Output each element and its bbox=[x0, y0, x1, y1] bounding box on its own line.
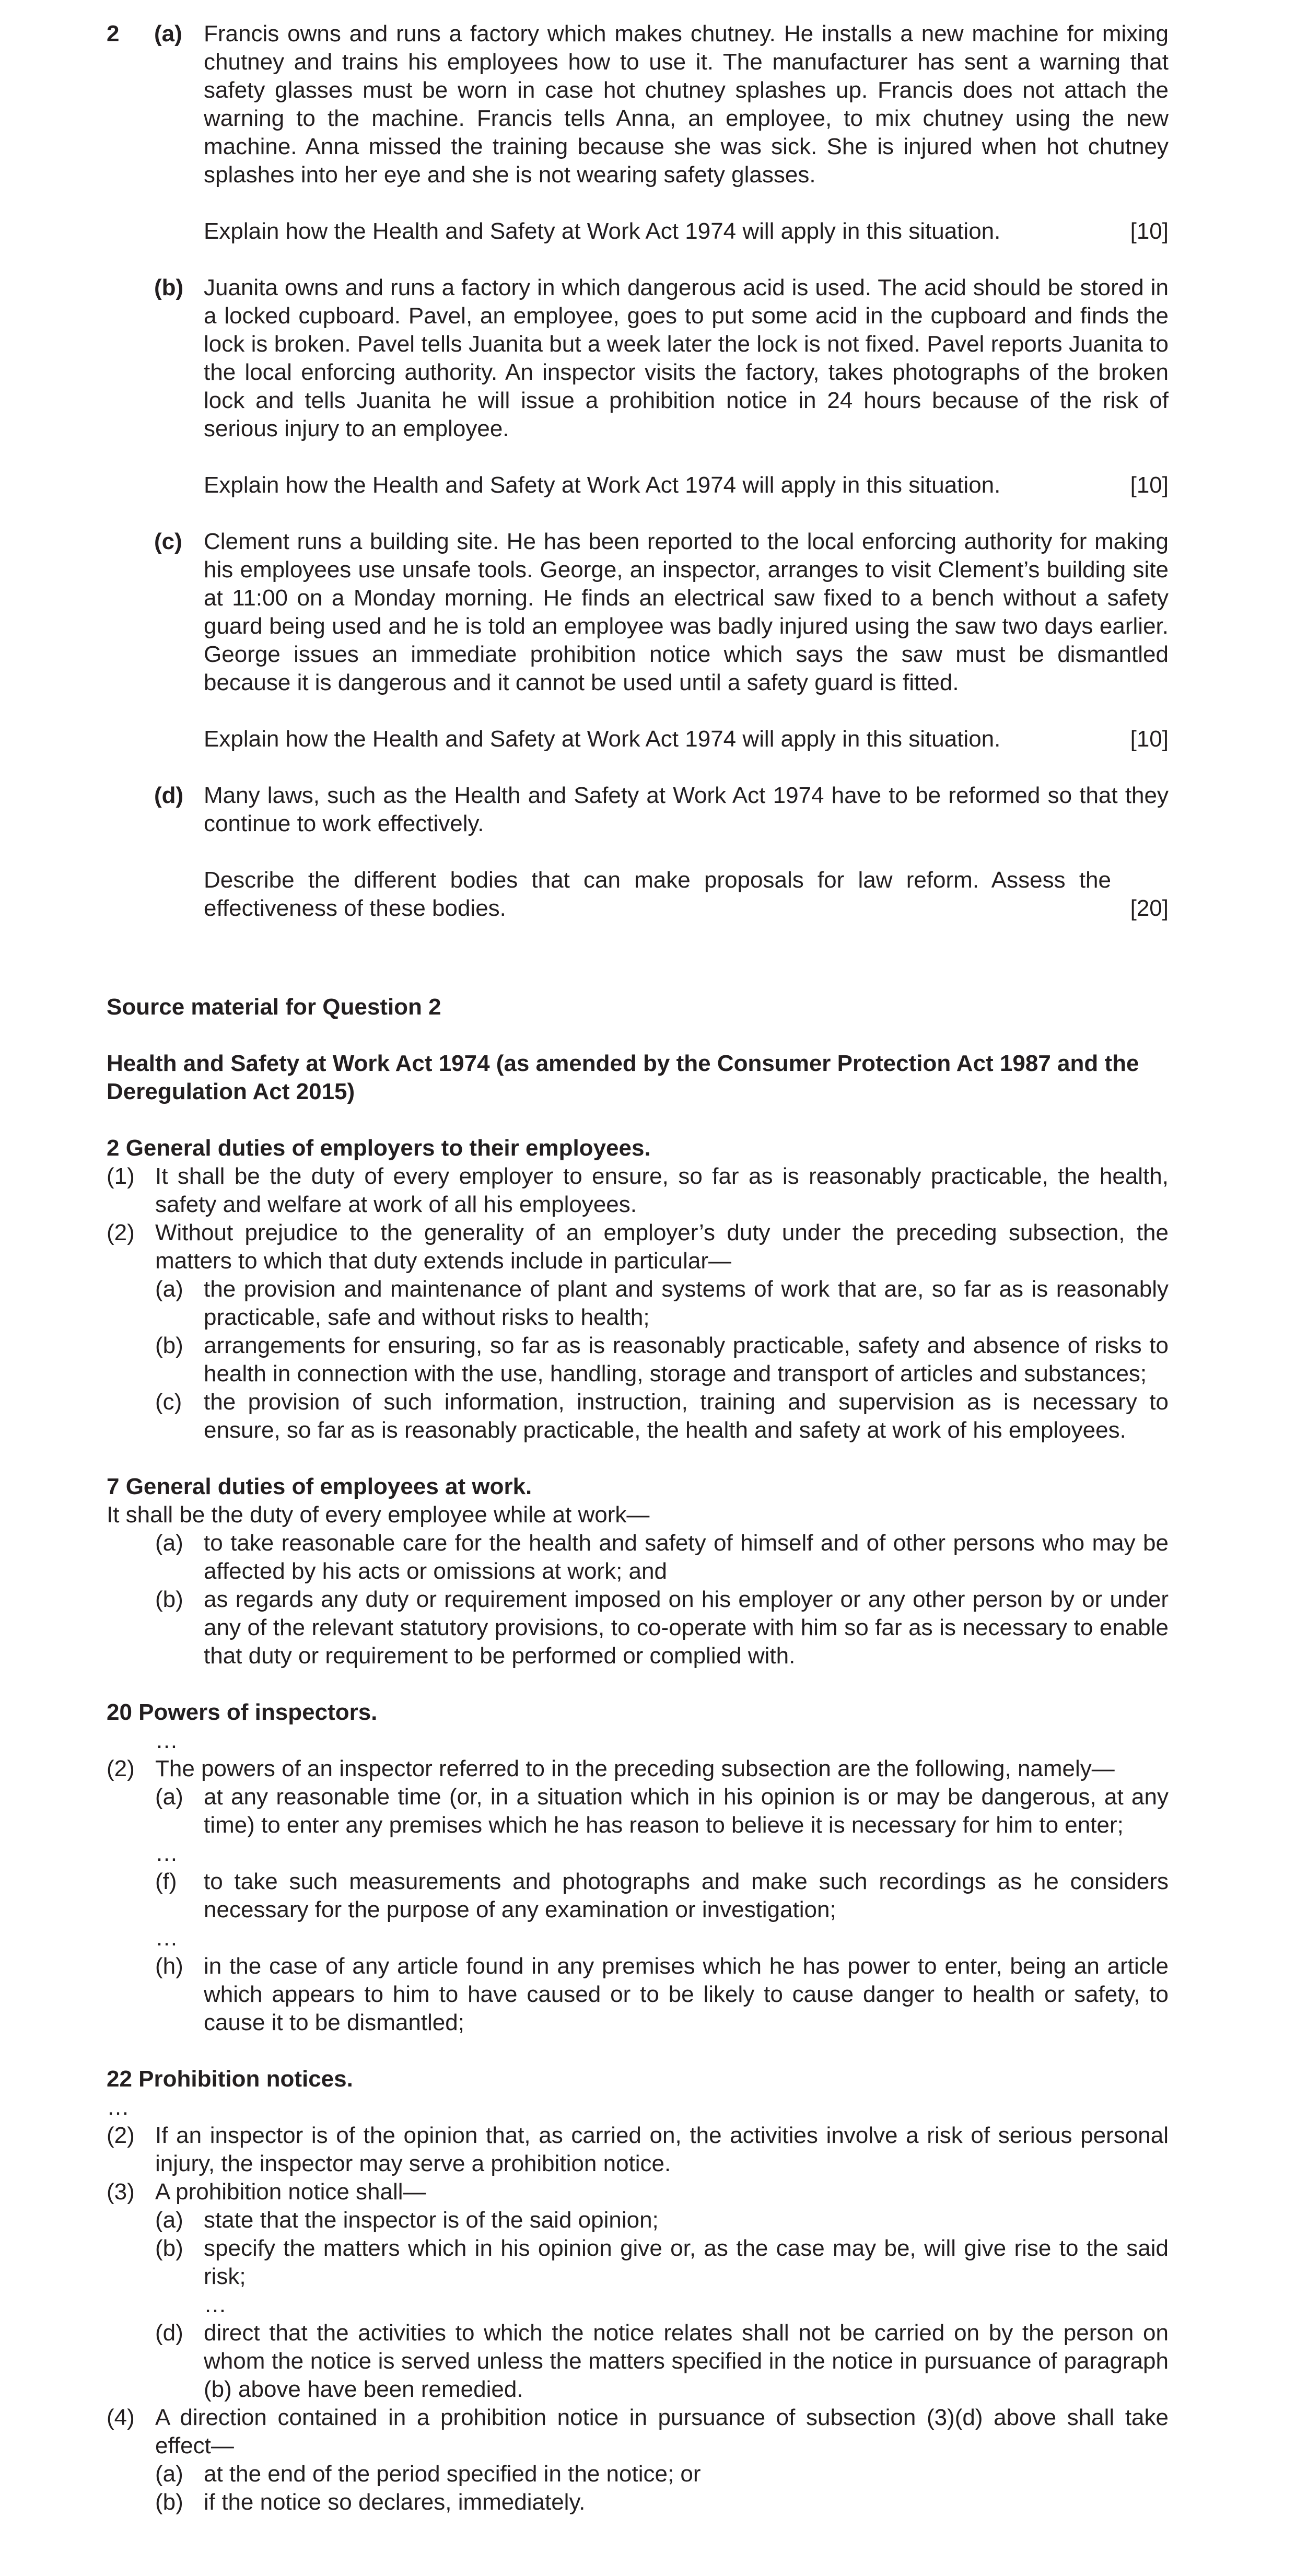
subsection-text: The powers of an inspector referred to in the preceding subsection are the following, namely— bbox=[155, 1756, 1115, 1781]
section-intro: It shall be the duty of every employee while at work— bbox=[107, 1502, 650, 1528]
paragraph-item bbox=[107, 1275, 1169, 1332]
paragraph-text: arrangements for ensuring, so far as is reasonably practicable, safety and absence of risks to health in connection with the use, handling, storage and transport of articles and substances; bbox=[204, 1333, 1169, 1386]
instruction-text: Explain how the Health and Safety at Work Act 1974 will apply in this situation. bbox=[204, 726, 1001, 752]
task-instruction bbox=[204, 471, 1169, 499]
paragraph-item bbox=[107, 1868, 1169, 1924]
scenario-text: Many laws, such as the Health and Safety at Work Act 1974 have to be reformed so that they continue to work effectively. bbox=[204, 783, 1169, 836]
subsection-label: (2) bbox=[107, 1756, 135, 1781]
marks-label: [10] bbox=[1130, 218, 1169, 244]
section-20 bbox=[107, 1698, 1169, 2037]
paragraph-label: (a) bbox=[155, 1530, 183, 1556]
source-title: Source material for Question 2 bbox=[107, 994, 441, 1020]
paragraph-item bbox=[107, 1332, 1169, 1388]
question-part-c bbox=[107, 528, 1169, 753]
subsection-text: It shall be the duty of every employer to ensure, so far as is reasonably practicable, the health, safety and welfare at work of all his employees. bbox=[155, 1163, 1169, 1217]
instruction-text: Explain how the Health and Safety at Work Act 1974 will apply in this situation. bbox=[204, 472, 1001, 498]
subsection bbox=[107, 1219, 1169, 1275]
paragraph-item bbox=[107, 2460, 1169, 2488]
paragraph-label: (a) bbox=[155, 1784, 183, 1810]
task-instruction bbox=[204, 725, 1169, 753]
paragraph-label: (b) bbox=[155, 1587, 183, 1612]
paragraph-text: specify the matters which in his opinion give or, as the case may be, will give rise to the said risk; bbox=[204, 2235, 1169, 2289]
paragraph-label: (b) bbox=[155, 2235, 183, 2261]
question-part-a bbox=[107, 20, 1169, 246]
paragraph-label: (b) bbox=[155, 2489, 183, 2515]
paragraph-item bbox=[107, 1952, 1169, 2037]
paragraph-text: to take reasonable care for the health and safety of himself and of other persons who may be affected by his acts or omissions at work; and bbox=[204, 1530, 1169, 1584]
subsection-label: (4) bbox=[107, 2405, 135, 2430]
subsection-text: A prohibition notice shall— bbox=[155, 2179, 426, 2205]
paragraph-text: the provision of such information, instruction, training and supervision as is necessary to ensure, so far as is reasonably practicable, the health and safety at work of his employees. bbox=[204, 1389, 1169, 1443]
omission-ellipsis: … bbox=[155, 1728, 178, 1753]
subsection-text: Without prejudice to the generality of an employer’s duty under the preceding subsection, the matters to which that duty extends include in particular— bbox=[155, 1220, 1169, 1274]
question-part-d bbox=[107, 782, 1169, 923]
subsection-label: (3) bbox=[107, 2179, 135, 2205]
subsection bbox=[107, 2122, 1169, 2178]
paragraph-text: in the case of any article found in any premises which he has power to enter, being an article which appears to him to have caused or to be likely to cause danger to health or safety, to cause it to be dismantled; bbox=[204, 1953, 1169, 2035]
question-number: 2 bbox=[107, 21, 120, 46]
scenario-text: Juanita owns and runs a factory in which dangerous acid is used. The acid should be stored in a locked cupboard. Pavel, an employee, goes to put some acid in the cupboard and finds the lock is broken. Pavel tells Juanita but a week later the lock is not fixed. Pavel reports Juanita to the local enforcing authority. An inspector visits the factory, takes photographs of the broken lock and tells Juanita he will issue a prohibition notice in 24 hours because of the risk of serious injury to an employee. bbox=[204, 275, 1169, 441]
subsection-text: A direction contained in a prohibition notice in pursuance of subsection (3)(d) above shall take effect— bbox=[155, 2405, 1169, 2458]
marks-label: [10] bbox=[1130, 726, 1169, 752]
section-heading: 2 General duties of employers to their employees. bbox=[107, 1135, 651, 1161]
paragraph-text: as regards any duty or requirement imposed on his employer or any other person by or under any of the relevant statutory provisions, to co-operate with him so far as is necessary to enable that duty or requirement to be performed or complied with. bbox=[204, 1587, 1169, 1669]
paragraph-item bbox=[107, 1586, 1169, 1670]
paragraph-label: (a) bbox=[155, 2461, 183, 2487]
part-letter: (a) bbox=[154, 21, 182, 46]
instruction-text: Describe the different bodies that can make proposals for law reform. Assess the effectiveness of these bodies. bbox=[204, 867, 1111, 921]
omission-ellipsis: … bbox=[107, 2094, 130, 2120]
subsection-label: (1) bbox=[107, 1163, 135, 1189]
marks-label: [10] bbox=[1130, 472, 1169, 498]
section-22 bbox=[107, 2065, 1169, 2516]
omission-ellipsis: … bbox=[204, 2292, 227, 2317]
task-instruction bbox=[204, 217, 1169, 246]
part-letter: (c) bbox=[154, 529, 182, 554]
paragraph-label: (f) bbox=[155, 1869, 177, 1894]
paragraph-text: at the end of the period specified in the notice; or bbox=[204, 2461, 701, 2487]
subsection-label: (2) bbox=[107, 2123, 135, 2148]
paragraph-item bbox=[107, 1783, 1169, 1839]
section-heading: 22 Prohibition notices. bbox=[107, 2066, 353, 2092]
paragraph-label: (a) bbox=[155, 1276, 183, 1302]
paragraph-text: direct that the activities to which the notice relates shall not be carried on by the person on whom the notice is served unless the matters specified in the notice in pursuance of paragraph (b) above have been remedied. bbox=[204, 2320, 1169, 2402]
scenario-text: Francis owns and runs a factory which makes chutney. He installs a new machine for mixing chutney and trains his employees how to use it. The manufacturer has sent a warning that safety glasses must be worn in case hot chutney splashes up. Francis does not attach the warning to the machine. Francis tells Anna, an employee, to mix chutney using the new machine. Anna missed the training because she was sick. She is injured when hot chutney splashes into her eye and she is not wearing safety glasses. bbox=[204, 21, 1169, 188]
subsection-text: If an inspector is of the opinion that, as carried on, the activities involve a risk of serious personal injury, the inspector may serve a prohibition notice. bbox=[155, 2123, 1169, 2176]
part-letter: (b) bbox=[154, 275, 184, 300]
question-part-b bbox=[107, 274, 1169, 499]
act-title: Health and Safety at Work Act 1974 (as amended by the Consumer Protection Act 1987 and the Deregulation Act 2015) bbox=[107, 1051, 1139, 1104]
paragraph-item bbox=[107, 2206, 1169, 2234]
instruction-text: Explain how the Health and Safety at Work Act 1974 will apply in this situation. bbox=[204, 218, 1001, 244]
section-heading: 20 Powers of inspectors. bbox=[107, 1699, 378, 1725]
paragraph-item bbox=[107, 1388, 1169, 1444]
paragraph-label: (d) bbox=[155, 2320, 183, 2346]
paragraph-text: at any reasonable time (or, in a situation which in his opinion is or may be dangerous, at any time) to enter any premises which he has reason to believe it is necessary for him to enter; bbox=[204, 1784, 1169, 1838]
paragraph-text: state that the inspector is of the said opinion; bbox=[204, 2207, 659, 2233]
paragraph-label: (a) bbox=[155, 2207, 183, 2233]
task-instruction bbox=[204, 866, 1169, 923]
subsection bbox=[107, 2178, 1169, 2206]
section-2 bbox=[107, 1134, 1169, 1444]
subsection-label: (2) bbox=[107, 1220, 135, 1245]
paragraph-text: to take such measurements and photographs and make such recordings as he considers necessary for the purpose of any examination or investigation; bbox=[204, 1869, 1169, 1922]
paragraph-text: the provision and maintenance of plant and systems of work that are, so far as is reasonably practicable, safe and without risks to health; bbox=[204, 1276, 1169, 1330]
paragraph-label: (b) bbox=[155, 1333, 183, 1358]
scenario-text: Clement runs a building site. He has been reported to the local enforcing authority for making his employees use unsafe tools. George, an inspector, arranges to visit Clement’s building site at 11:00 on a Monday morning. He finds an electrical saw fixed to a bench without a safety guard being used and he is told an employee was badly injured using the saw two days earlier. George issues an immediate prohibition notice which says the saw must be dismantled because it is dangerous and it cannot be used until a safety guard is fitted. bbox=[204, 529, 1169, 695]
section-heading: 7 General duties of employees at work. bbox=[107, 1474, 532, 1499]
exam-page bbox=[107, 20, 1169, 2516]
paragraph-label: (c) bbox=[155, 1389, 182, 1415]
marks-label: [20] bbox=[1130, 895, 1169, 921]
subsection bbox=[107, 1162, 1169, 1219]
paragraph-text: if the notice so declares, immediately. bbox=[204, 2489, 586, 2515]
paragraph-item bbox=[107, 2319, 1169, 2404]
paragraph-label: (h) bbox=[155, 1953, 183, 1979]
omission-ellipsis: … bbox=[155, 1840, 178, 1866]
paragraph-item bbox=[107, 2234, 1169, 2291]
subsection bbox=[107, 1755, 1169, 1783]
paragraph-item bbox=[107, 1529, 1169, 1586]
omission-ellipsis: … bbox=[155, 1925, 178, 1951]
part-letter: (d) bbox=[154, 783, 184, 808]
paragraph-item bbox=[107, 2488, 1169, 2516]
section-7 bbox=[107, 1473, 1169, 1670]
subsection bbox=[107, 2404, 1169, 2460]
